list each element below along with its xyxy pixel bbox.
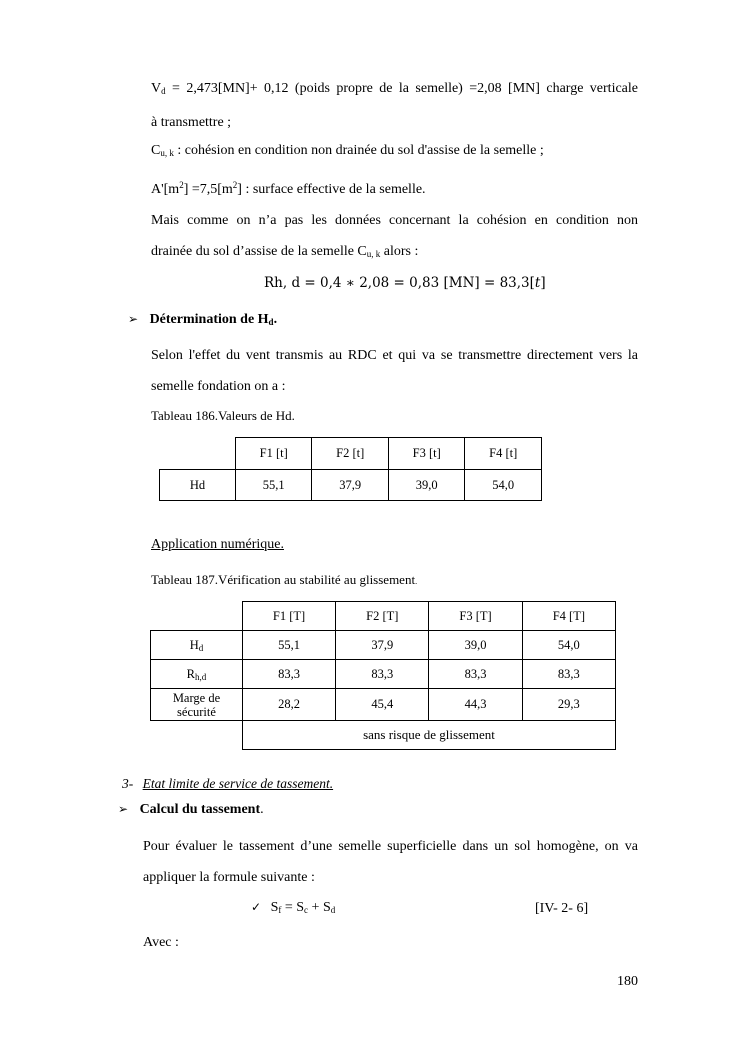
table186-corner: [160, 438, 236, 470]
table187-cell: 83,3: [522, 660, 615, 689]
table187-caption-dot: .: [415, 577, 418, 586]
area-part3: ] : surface effective de la semelle.: [237, 182, 426, 197]
check-icon: ✓: [251, 900, 262, 914]
cohesion-subscript: u, k: [366, 249, 381, 259]
heading-hd-text: Détermination de H: [149, 312, 269, 327]
wind-line1: Selon l'effet du vent transmis au RDC et qui va se transmettre directement vers la: [151, 348, 638, 363]
vd-line2: à transmettre ;: [151, 115, 232, 130]
table187-row-label: [151, 689, 243, 721]
table187-caption: [151, 572, 417, 588]
table187-cell: 44,3: [429, 689, 522, 721]
table187-cell: 39,0: [429, 631, 522, 660]
cu-symbol: C: [151, 143, 161, 158]
rhd-label-sub: h,d: [195, 671, 207, 682]
table187-row-label: [151, 660, 243, 689]
table187-header: F4 [T]: [522, 602, 615, 631]
formula-intro-paragraph: [143, 831, 638, 893]
table186-cell: 54,0: [465, 470, 542, 501]
formula-c-sub: c: [304, 905, 309, 915]
section3-title: Etat limite de service de tassement.: [142, 776, 334, 791]
wind-line2: semelle fondation on a :: [151, 379, 286, 394]
table187-caption-text: Tableau 187.Vérification au stabilité au glissement: [151, 572, 416, 587]
area-sup1: 2: [179, 180, 184, 190]
vd-line1: = 2,473[MN]+ 0,12 (poids propre de la semelle) =2,08 [MN] charge verticale: [165, 81, 638, 96]
table187-header: F2 [T]: [336, 602, 429, 631]
table187-cell: 83,3: [336, 660, 429, 689]
cu-text: : cohésion en condition non drainée du sol d'assise de la semelle ;: [173, 143, 544, 158]
table187-footer-corner: [151, 721, 243, 750]
heading-tassement: [118, 802, 264, 818]
cohesion-line2: drainée du sol d’assise de la semelle C: [151, 244, 367, 259]
area-paragraph: [151, 170, 638, 205]
hd-label: H: [189, 637, 199, 652]
table187-cell: 83,3: [429, 660, 522, 689]
table186-header: F3 [t]: [388, 438, 465, 470]
cu-subscript: u, k: [160, 148, 174, 158]
heading-hd-dot: .: [273, 312, 278, 327]
table186: [159, 437, 542, 501]
heading-tassement-text: Calcul du tassement: [139, 802, 261, 817]
table187: [150, 601, 616, 750]
table187-cell: 83,3: [242, 660, 335, 689]
table187-header: F3 [T]: [429, 602, 522, 631]
table186-header: F2 [t]: [312, 438, 389, 470]
heading-hd-subscript: d: [268, 317, 274, 327]
vd-subscript: d: [161, 86, 166, 96]
application-numerique: Application numérique.: [151, 537, 284, 552]
formula-intro-line1: Pour évaluer le tassement d’une semelle superficielle dans un sol homogène, on va: [143, 839, 638, 854]
table186-cell: 37,9: [312, 470, 389, 501]
wind-paragraph: [151, 340, 638, 402]
table187-cell: 28,2: [242, 689, 335, 721]
table187-header: F1 [T]: [242, 602, 335, 631]
formula-f-sub: f: [278, 905, 282, 915]
table187-footer: sans risque de glissement: [242, 721, 615, 750]
table186-row-label: Hd: [160, 470, 236, 501]
table186-caption: Tableau 186.Valeurs de Hd.: [151, 408, 295, 423]
formula-d-sub: d: [330, 905, 336, 915]
rhd-formula: Rh, d = 0,4 ∗ 2,08 = 0,83 [MN] = 83,3[𝑡]: [264, 275, 546, 291]
section3-heading: [122, 776, 333, 792]
heading-tassement-dot: .: [260, 802, 264, 817]
formula-s: S: [270, 900, 279, 915]
formula-reference: [IV- 2- 6]: [535, 901, 589, 916]
cohesion-line1: Mais comme on n’a pas les données concernant la cohésion en condition non: [151, 213, 638, 228]
formula-eq: = S: [281, 900, 305, 915]
area-part1: A'[m: [151, 182, 180, 197]
area-part2: ] =7,5[m: [183, 182, 233, 197]
table187-cell: 45,4: [336, 689, 429, 721]
formula-intro-line2: appliquer la formule suivante :: [143, 870, 315, 885]
page-number: 180: [617, 974, 638, 989]
vd-symbol: V: [151, 81, 162, 96]
table187-corner: [151, 602, 243, 631]
table187-cell: 54,0: [522, 631, 615, 660]
rhd-label: R: [186, 666, 196, 681]
table186-cell: 55,1: [235, 470, 312, 501]
heading-hd: [128, 312, 277, 328]
arrow-bullet-icon: ➢: [118, 802, 129, 816]
table187-cell: 37,9: [336, 631, 429, 660]
area-sup2: 2: [232, 180, 238, 190]
table186-header: F4 [t]: [465, 438, 542, 470]
formula-plus: + S: [308, 900, 331, 915]
marge-label-line2: sécurité: [177, 704, 216, 719]
table187-row-label: [151, 631, 243, 660]
arrow-bullet-icon: ➢: [128, 312, 139, 326]
vd-paragraph: [151, 73, 638, 138]
section3-number: 3-: [122, 776, 134, 791]
table187-cell: 29,3: [522, 689, 615, 721]
hd-label-sub: d: [198, 642, 204, 653]
settlement-formula: [251, 900, 335, 916]
table187-cell: 55,1: [242, 631, 335, 660]
table186-cell: 39,0: [388, 470, 465, 501]
table186-header: F1 [t]: [235, 438, 312, 470]
marge-label-line1: Marge de: [172, 690, 221, 705]
cohesion-line2-end: alors :: [380, 244, 419, 259]
cu-paragraph: [151, 135, 638, 169]
avec-label: Avec :: [143, 935, 179, 950]
cohesion-paragraph: [151, 205, 638, 270]
